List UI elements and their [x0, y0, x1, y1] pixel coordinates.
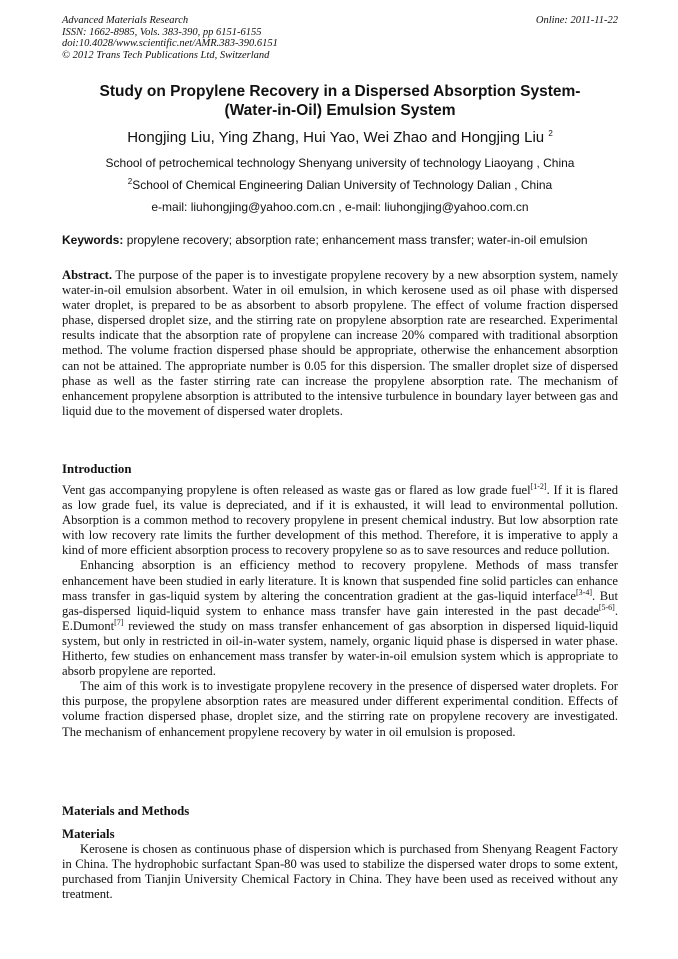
intro-paragraph-3: The aim of this work is to investigate propylene recovery in the presence of dispersed water droplets. For this purpose, the propylene absorption rates are measured under different experimental condition. Effects of volume fraction dispersed phase, droplet size, and the stirring rate on propylene recovery are investigated. The mechanism of enhancement propylene recovery by water in oil emulsion is proposed.	[62, 679, 618, 739]
introduction-body	[62, 483, 618, 740]
author-names: Hongjing Liu, Ying Zhang, Hui Yao, Wei Zhao and Hongjing Liu	[127, 129, 545, 146]
keywords	[62, 233, 618, 248]
introduction-heading: Introduction	[62, 462, 132, 476]
online-date: Online: 2011-11-22	[535, 15, 618, 26]
affiliation-2	[62, 178, 618, 193]
author-list	[62, 129, 618, 147]
intro-paragraph-2: Enhancing absorption is an efficiency method to recovery propylene. Methods of mass transfer enhancement have been studied in early literature. It is known that suspended fine solid particles can enhance mass transfer in gas-liquid system by altering the concentration gradient at the gas-liquid interface[3-4]. But gas-dispersed liquid-liquid system to enhance mass transfer have gain interested in the past decade[5-6]. E.Dumont[7] reviewed the study on mass transfer enhancement of gas absorption in dispersed liquid-liquid system, but only in restricted in oil-in-water system, namely, organic liquid phase is dispersed in water phase. Hitherto, few studies on enhancement mass transfer by water-in-oil emulsion system which is appropriate to absorb propylene are reported.	[62, 558, 618, 679]
affiliation-2-text: School of Chemical Engineering Dalian University of Technology Dalian , China	[132, 178, 553, 192]
issn-line: ISSN: 1662-8985, Vols. 383-390, pp 6151-6155	[62, 26, 262, 38]
materials-body	[62, 842, 618, 902]
abstract	[62, 268, 618, 419]
citation: [3-4]	[576, 587, 593, 597]
keywords-label: Keywords:	[62, 233, 124, 247]
abstract-text: The purpose of the paper is to investigate propylene recovery by a new absorption system, namely water-in-oil emulsion absorbent. Water in oil emulsion, in which kerosene used as oil phase with dispersed water droplet, is prepared to be as absorbent to absorb propylene. The effect of volume fraction dispersed phase, dispersed droplet size, and the stirring rate on propylene absorption rate are researched. Experimental results indicate that the absorption rate of propylene can increase 20% compared with traditional absorption method. The volume fraction dispersed phase should be appropriate, otherwise the enhancement absorption can not be attained. The appropriate number is 0.05 for this dispersion. The smaller droplet size of dispersed phase as well as the faster stirring rate can increase the propylene absorption rate. The mechanism of enhancement propylene absorption is attributed to the intensive turbulence in boundary layer between gas and liquid due to the movement of dispersed water droplets.	[62, 268, 618, 418]
title-line-1: Study on Propylene Recovery in a Dispersed Absorption System-	[99, 83, 581, 100]
abstract-label: Abstract.	[62, 268, 113, 282]
author-affiliation-mark: 2	[548, 129, 553, 138]
intro-paragraph-1: Vent gas accompanying propylene is often released as waste gas or flared as low grade fuel[1-2]. If it is flared as low grade fuel, its value is depreciated, and if it is exhausted, it will lead to environmental pollution. Absorption is a common method to recovery propylene in present chemical industry. But low absorption rate with low recovery rate limits the further development of this method. Therefore, it is imperative to apply a kind of more efficient absorption process to recovery propylene so as to save resources and reduce pollution.	[62, 481, 619, 558]
materials-paragraph-1: Kerosene is chosen as continuous phase of dispersion which is purchased from Shenyang Reagent Factory in China. The hydrophobic surfactant Span-80 was used to stabilize the dispersed water drops to some extent, purchased from Tianjin University Chemical Factory in China. They have been used as received without any treatment.	[62, 842, 618, 902]
email-line: e-mail: liuhongjing@yahoo.com.cn , e-mail: liuhongjing@yahoo.com.cn	[151, 200, 529, 214]
citation: [7]	[114, 617, 124, 627]
methods-heading: Materials and Methods	[62, 804, 190, 818]
materials-subheading: Materials	[62, 827, 115, 841]
paper-title	[62, 82, 618, 120]
title-line-2: (Water-in-Oil) Emulsion System	[224, 102, 456, 119]
journal-name: Advanced Materials Research	[62, 15, 189, 26]
keywords-text: propylene recovery; absorption rate; enhancement mass transfer; water-in-oil emulsion	[123, 233, 588, 247]
citation: [1-2]	[530, 481, 547, 491]
citation: [5-6]	[598, 602, 615, 612]
affiliation-2-mark: 2	[127, 177, 133, 186]
doi-line: doi:10.4028/www.scientific.net/AMR.383-390.6151	[62, 38, 278, 49]
copyright-line: © 2012 Trans Tech Publications Ltd, Switzerland	[62, 49, 270, 61]
affiliation-1: School of petrochemical technology Shenyang university of technology Liaoyang , China	[105, 156, 575, 170]
journal-header	[62, 15, 618, 61]
